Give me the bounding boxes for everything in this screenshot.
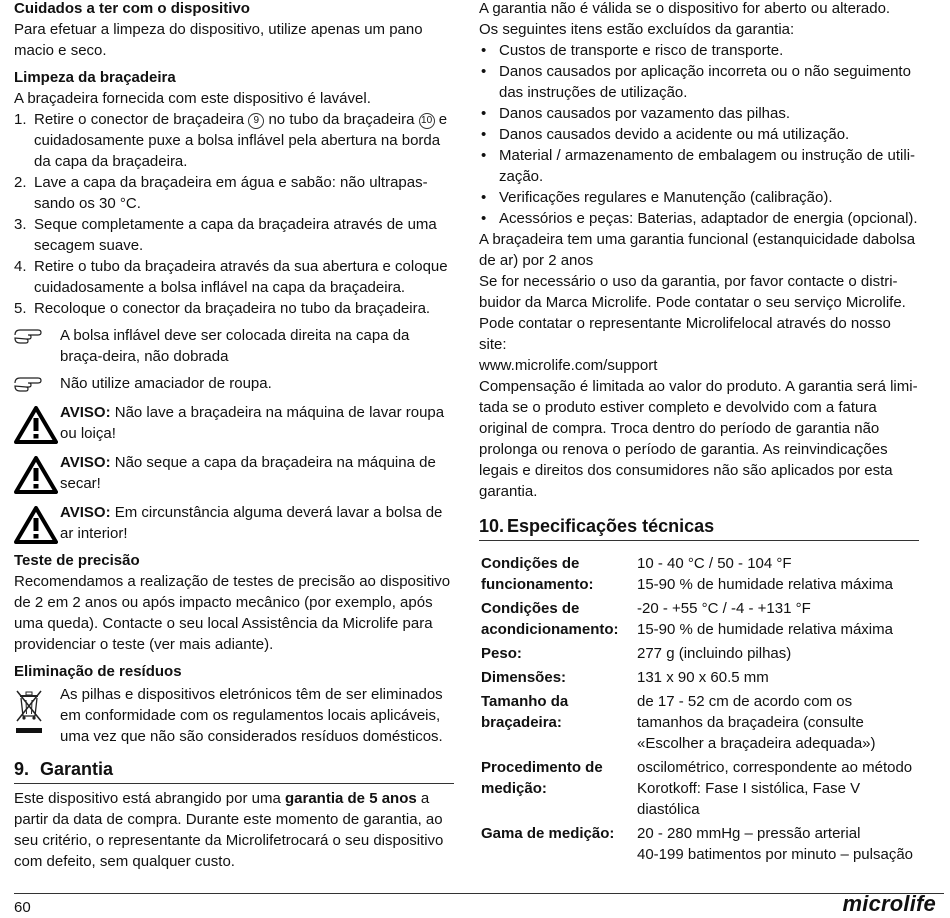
table-row: Tamanho da braçadeira: de 17 - 52 cm de acordo com os tamanhos da braçadeira (consulte «Escolher a braçadeira adequada») bbox=[481, 693, 876, 752]
note-folded-bag: A bolsa inflável deve ser colocada direita na capa da braça-deira, não dobrada bbox=[14, 325, 454, 367]
brand-logo: microlife bbox=[842, 891, 936, 916]
exclusions-intro: Os seguintes itens estão excluídos da garantia: bbox=[479, 21, 795, 38]
contact-text: Se for necessário o uso da garantia, por favor contacte o distri-buidor da Marca Microlife. Pode contatar o seu serviço Microlife. Pode contatar o representante Microlifelocal através do nosso site: bbox=[479, 273, 906, 353]
list-item: 1. Retire o conector de braçadeira 9 no tubo da braçadeira 10 e cuidadosamente puxe a bolsa inflável pela abertura na borda da capa da braçadeira. bbox=[14, 111, 448, 170]
warning-triangle-icon bbox=[14, 506, 58, 544]
list-item: • Danos causados por vazamento das pilhas. bbox=[479, 103, 919, 124]
table-row: Condições de acondicionamento: -20 - +55 °C / -4 - +131 °F 15-90 % de humidade relativa máxima bbox=[481, 600, 893, 638]
list-item: 3. Seque completamente a capa da braçadeira através de uma secagem suave. bbox=[14, 216, 437, 254]
support-url[interactable]: www.microlife.com/support bbox=[479, 357, 658, 374]
note-softener: Não utilize amaciador de roupa. bbox=[14, 373, 454, 394]
exclusions-list bbox=[479, 40, 919, 229]
list-item: 5. Recoloque o conector da braçadeira no tubo da braçadeira. bbox=[14, 300, 431, 317]
warning-triangle-icon bbox=[14, 406, 58, 444]
pointing-hand-icon bbox=[14, 326, 44, 344]
disposal-heading: Eliminação de resíduos bbox=[14, 663, 182, 680]
warning-inner-bag: AVISO: Em circunstância alguma deverá lavar a bolsa de ar interior! bbox=[14, 502, 454, 544]
table-row: Gama de medição: 20 - 280 mmHg – pressão arterial 40-199 batimentos por minuto – pulsação bbox=[481, 825, 914, 863]
warning-triangle-icon bbox=[14, 456, 58, 494]
list-item: • Custos de transporte e risco de transporte. bbox=[479, 40, 919, 61]
disposal-text: As pilhas e dispositivos eletrónicos têm de ser eliminados em conformidade com os regulamentos locais aplicáveis, uma vez que não são considerados resíduos domésticos. bbox=[60, 686, 443, 745]
list-item: • Danos causados por aplicação incorreta ou o não seguimento das instruções de utilização. bbox=[479, 61, 919, 103]
crossed-bin-icon bbox=[14, 688, 44, 738]
compensation-text: Compensação é limitada ao valor do produto. A garantia será limi-tada se o produto estiver completo e devolvido com a fatura original de compra. Troca dentro do período de garantia não prolonga ou renova o período de garantia. As reinvindicações legais e direitos dos consumidores não são aplicados por esta garantia. bbox=[479, 378, 918, 500]
warning-dryer: AVISO: Não seque a capa da braçadeira na máquina de secar! bbox=[14, 452, 454, 494]
pointing-hand-icon bbox=[14, 374, 44, 392]
right-column bbox=[479, 0, 919, 868]
precision-heading: Teste de precisão bbox=[14, 552, 140, 569]
specs-heading: 10. Especificações técnicas bbox=[479, 516, 919, 541]
cuff-steps-list bbox=[14, 109, 454, 319]
list-item: • Material / armazenamento de embalagem ou instrução de utili-zação. bbox=[479, 145, 919, 187]
warranty-heading: 9. Garantia bbox=[14, 759, 454, 784]
warning-washing-machine: AVISO: Não lave a braçadeira na máquina de lavar roupa ou loiça! bbox=[14, 402, 454, 444]
disposal-block bbox=[14, 684, 454, 747]
list-item: • Danos causados devido a acidente ou má utilização. bbox=[479, 124, 919, 145]
table-row: Dimensões: 131 x 90 x 60.5 mm bbox=[481, 669, 769, 686]
list-item: • Acessórios e peças: Baterias, adaptador de energia (opcional). bbox=[479, 208, 919, 229]
callout-10-icon: 10 bbox=[419, 113, 435, 129]
footer-divider bbox=[14, 893, 944, 894]
list-item: 4. Retire o tubo da braçadeira através da sua abertura e coloque cuidadosamente a bolsa inflável na capa da braçadeira. bbox=[14, 258, 448, 296]
warranty-text: Este dispositivo está abrangido por uma garantia de 5 anos a partir da data de compra. Durante este momento de garantia, ao seu critério, o representante da Microlifetrocará o seu dispositivo com defeito, sem qualquer custo. bbox=[14, 790, 444, 870]
page-number: 60 bbox=[14, 899, 31, 916]
table-row: Procedimento de medição: oscilométrico, correspondente ao método Korotkoff: Fase I sistólica, Fase V diastólica bbox=[481, 759, 913, 818]
cuff-cleaning-heading: Limpeza da braçadeira bbox=[14, 69, 176, 86]
cuff-intro: A braçadeira fornecida com este dispositivo é lavável. bbox=[14, 90, 371, 107]
list-item: 2. Lave a capa da braçadeira em água e sabão: não ultrapas-sando os 30 °C. bbox=[14, 174, 428, 212]
left-column bbox=[14, 0, 454, 872]
specs-table bbox=[479, 553, 919, 868]
care-heading: Cuidados a ter com o dispositivo bbox=[14, 0, 250, 17]
table-row: Peso: 277 g (incluindo pilhas) bbox=[481, 645, 792, 662]
care-text: Para efetuar a limpeza do dispositivo, utilize apenas um pano macio e seco. bbox=[14, 21, 423, 59]
warranty-void-text: A garantia não é válida se o dispositivo for aberto ou alterado. bbox=[479, 0, 891, 17]
table-row: Condições de funcionamento: 10 - 40 °C / 50 - 104 °F 15-90 % de humidade relativa máxima bbox=[481, 555, 893, 593]
list-item: • Verificações regulares e Manutenção (calibração). bbox=[479, 187, 919, 208]
cuff-warranty-text: A braçadeira tem uma garantia funcional (estanquicidade dabolsa de ar) por 2 anos bbox=[479, 231, 916, 269]
precision-text: Recomendamos a realização de testes de precisão ao dispositivo de 2 em 2 anos ou após impacto mecânico (por exemplo, após uma queda). Contacte o seu local Assistência da Microlife para providenciar o teste (ver mais adiante). bbox=[14, 573, 451, 653]
callout-9-icon: 9 bbox=[248, 113, 264, 129]
